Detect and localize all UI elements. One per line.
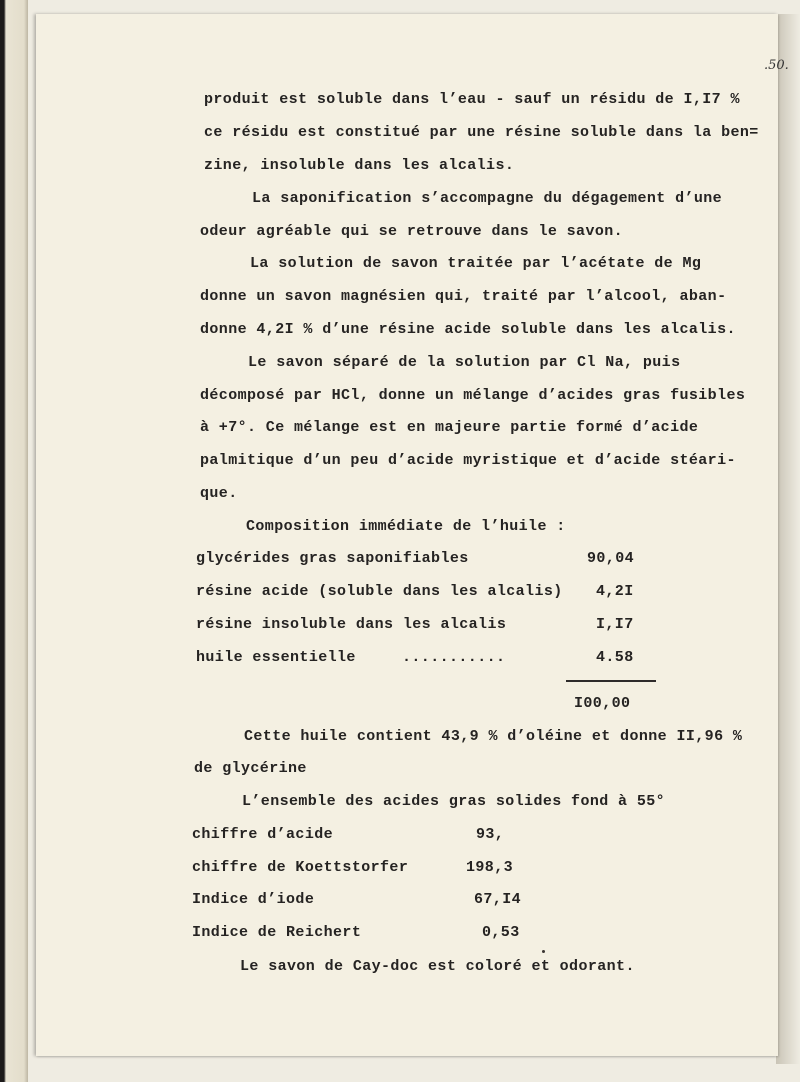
text-line: L’ensemble des acides gras solides fond à 55°: [242, 793, 666, 810]
constant-value: 67,I4: [474, 891, 522, 908]
text-line: ce résidu est constitué par une résine soluble dans la ben=: [204, 124, 759, 141]
composition-label: huile essentielle: [196, 649, 356, 666]
text-line: zine, insoluble dans les alcalis.: [204, 157, 515, 174]
constant-label: chiffre de Koettstorfer: [192, 859, 409, 876]
text-line: donne 4,2I % d’une résine acide soluble dans les alcalis.: [200, 321, 736, 338]
text-line: produit est soluble dans l’eau - sauf un résidu de I,I7 %: [204, 91, 740, 108]
text-line: palmitique d’un peu d’acide myristique et d’acide stéari-: [200, 452, 736, 469]
book-binding: [0, 0, 28, 1082]
composition-value: I,I7: [596, 616, 634, 633]
text-line: La saponification s’accompagne du dégagement d’une: [252, 190, 723, 207]
text-line: odeur agréable qui se retrouve dans le savon.: [200, 223, 624, 240]
text-line: donne un savon magnésien qui, traité par l’alcool, aban-: [200, 288, 727, 305]
page-edge-shadow: [776, 14, 800, 1064]
composition-value: 4.58: [596, 649, 634, 666]
composition-heading: Composition immédiate de l’huile :: [246, 518, 566, 535]
dot-leader: ...........: [402, 649, 506, 666]
composition-label: résine insoluble dans les alcalis: [196, 616, 507, 633]
text-line: décomposé par HCl, donne un mélange d’acides gras fusibles: [200, 387, 746, 404]
text-line: La solution de savon traitée par l’acétate de Mg: [250, 255, 702, 272]
constant-value: 93,: [476, 826, 505, 843]
composition-value: 4,2I: [596, 583, 634, 600]
text-line: Cette huile contient 43,9 % d’oléine et donne II,96 %: [244, 728, 743, 745]
ink-speck: [542, 950, 545, 953]
constant-label: Indice de Reichert: [192, 924, 362, 941]
text-line: à +7°. Ce mélange est en majeure partie formé d’acide: [200, 419, 699, 436]
text-line: Le savon séparé de la solution par Cl Na, puis: [248, 354, 681, 371]
closing-line: Le savon de Cay-doc est coloré et odorant.: [240, 958, 635, 975]
text-line: de glycérine: [194, 760, 307, 777]
page-number: .50.: [764, 58, 789, 73]
constant-label: Indice d’iode: [192, 891, 315, 908]
composition-total: I00,00: [574, 695, 631, 712]
constant-label: chiffre d’acide: [192, 826, 334, 843]
composition-label: glycérides gras saponifiables: [196, 550, 469, 567]
text-line: que.: [200, 485, 238, 502]
composition-value: 90,04: [587, 550, 635, 567]
constant-value: 198,3: [466, 859, 514, 876]
sum-rule: [566, 680, 656, 682]
document-page: [36, 14, 789, 1056]
constant-value: 0,53: [482, 924, 520, 941]
composition-label: résine acide (soluble dans les alcalis): [196, 583, 563, 600]
